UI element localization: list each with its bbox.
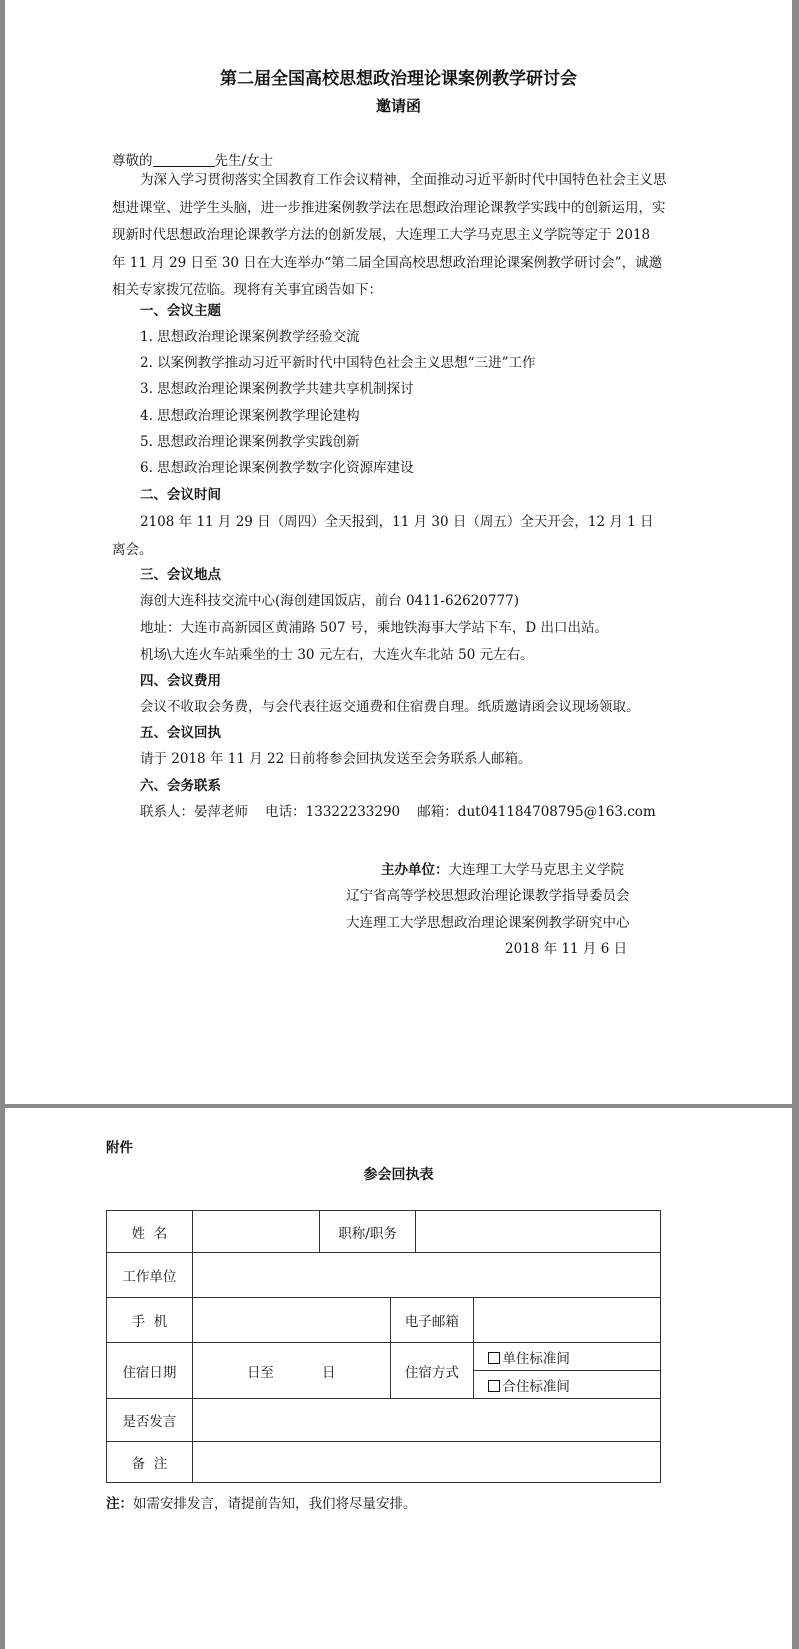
stay-dates-label: 住宿日期	[107, 1343, 193, 1399]
phone-input[interactable]	[192, 1298, 390, 1343]
single-room-option[interactable]: 单住标准间	[474, 1343, 661, 1371]
topic-item: 4. 思想政治理论课案例教学理论建构	[140, 408, 360, 424]
table-row	[107, 1298, 661, 1343]
fees-text: 会议不收取会务费，与会代表往返交通费和住宿费自理。纸质邀请函会议现场领取。	[140, 699, 640, 715]
sponsor-org: 大连理工大学思想政治理论课案例教学研究中心	[346, 915, 630, 931]
speak-input[interactable]	[192, 1399, 660, 1442]
transport-line: 机场\大连火车站乘坐的士 30 元左右，大连火车北站 50 元左右。	[140, 647, 534, 663]
contact-text: 联系人：晏萍老师 电话：13322233290 邮箱：dut041184708795@163.com	[140, 804, 656, 820]
document-subtitle: 邀请函	[375, 97, 421, 115]
attachment-label: 附件	[106, 1140, 133, 1156]
remarks-input[interactable]	[192, 1442, 660, 1483]
title-label: 职称/职务	[319, 1211, 416, 1253]
table-row	[107, 1211, 661, 1253]
speak-label: 是否发言	[107, 1399, 193, 1442]
issue-date: 2018 年 11 月 6 日	[505, 941, 628, 957]
reply-form-table	[106, 1210, 661, 1483]
topic-item: 3. 思想政治理论课案例教学共建共享机制探讨	[140, 381, 414, 397]
form-note: 注：如需安排发言，请提前告知，我们将尽量安排。	[106, 1496, 417, 1512]
room-type-label: 住宿方式	[390, 1343, 474, 1399]
email-label: 电子邮箱	[390, 1298, 474, 1343]
employer-label: 工作单位	[107, 1253, 193, 1298]
checkbox-icon[interactable]	[488, 1352, 500, 1364]
topic-item: 6. 思想政治理论课案例教学数字化资源库建设	[140, 460, 414, 476]
salutation: 尊敬的 先生/女士	[112, 150, 273, 171]
attachment-page	[5, 1108, 792, 1649]
title-input[interactable]	[416, 1211, 661, 1253]
checkbox-icon[interactable]	[488, 1380, 500, 1392]
address-line: 地址：大连市高新园区黄浦路 507 号，乘地铁海事大学站下车，D 出口出站。	[140, 620, 608, 636]
name-blank	[153, 150, 215, 167]
document-title: 第二届全国高校思想政治理论课案例教学研讨会	[220, 69, 577, 89]
name-label: 姓 名	[107, 1211, 193, 1253]
intro-paragraph: 为深入学习贯彻落实全国教育工作会议精神，全面推动习近平新时代中国特色社会主义思想进课堂、进学生头脑，进一步推进案例教学法在思想政治理论课教学实践中的创新运用，实现新时代思想政治理论课教学方法的创新发展，大连理工大学马克思主义学院等定于 2018 年 11 月 29 日至 30 日在大连举办“第二届全国高校思想政治理论课案例教学研讨会”，诚邀相关专家拨冗莅临。现将有关事宜函告如下：	[112, 172, 667, 298]
table-row	[107, 1442, 661, 1483]
topic-item: 2. 以案例教学推动习近平新时代中国特色社会主义思想“三进”工作	[140, 355, 536, 371]
sponsor-org: 辽宁省高等学校思想政治理论课教学指导委员会	[346, 888, 630, 904]
sponsor-line: 主办单位：大连理工大学马克思主义学院	[381, 862, 624, 878]
venue-line: 海创大连科技交流中心(海创建国饭店，前台 0411-62620777)	[140, 593, 519, 609]
table-row	[107, 1253, 661, 1298]
remarks-label: 备 注	[107, 1442, 193, 1483]
topic-item: 5. 思想政治理论课案例教学实践创新	[140, 434, 360, 450]
reply-text: 请于 2018 年 11 月 22 日前将参会回执发送至会务联系人邮箱。	[140, 751, 532, 767]
section-heading-topics: 一、会议主题	[140, 303, 221, 319]
section-heading-reply: 五、会议回执	[140, 725, 221, 741]
section-heading-contact: 六、会务联系	[140, 778, 221, 794]
topic-item: 1. 思想政治理论课案例教学经验交流	[140, 329, 360, 345]
table-row	[107, 1343, 661, 1371]
section-heading-time: 二、会议时间	[140, 487, 221, 503]
shared-room-option[interactable]: 合住标准间	[474, 1371, 661, 1399]
time-paragraph: 2108 年 11 月 29 日（周四）全天报到，11 月 30 日（周五）全天开会，12 月 1 日离会。	[112, 514, 654, 558]
phone-label: 手 机	[107, 1298, 193, 1343]
section-heading-venue: 三、会议地点	[140, 567, 221, 583]
invitation-page	[5, 0, 792, 1104]
name-input[interactable]	[192, 1211, 319, 1253]
table-row	[107, 1399, 661, 1442]
reply-form-title: 参会回执表	[363, 1167, 434, 1183]
stay-dates-input[interactable]: 日至 日	[192, 1343, 390, 1399]
employer-input[interactable]	[192, 1253, 660, 1298]
email-input[interactable]	[474, 1298, 661, 1343]
section-heading-fees: 四、会议费用	[140, 673, 221, 689]
